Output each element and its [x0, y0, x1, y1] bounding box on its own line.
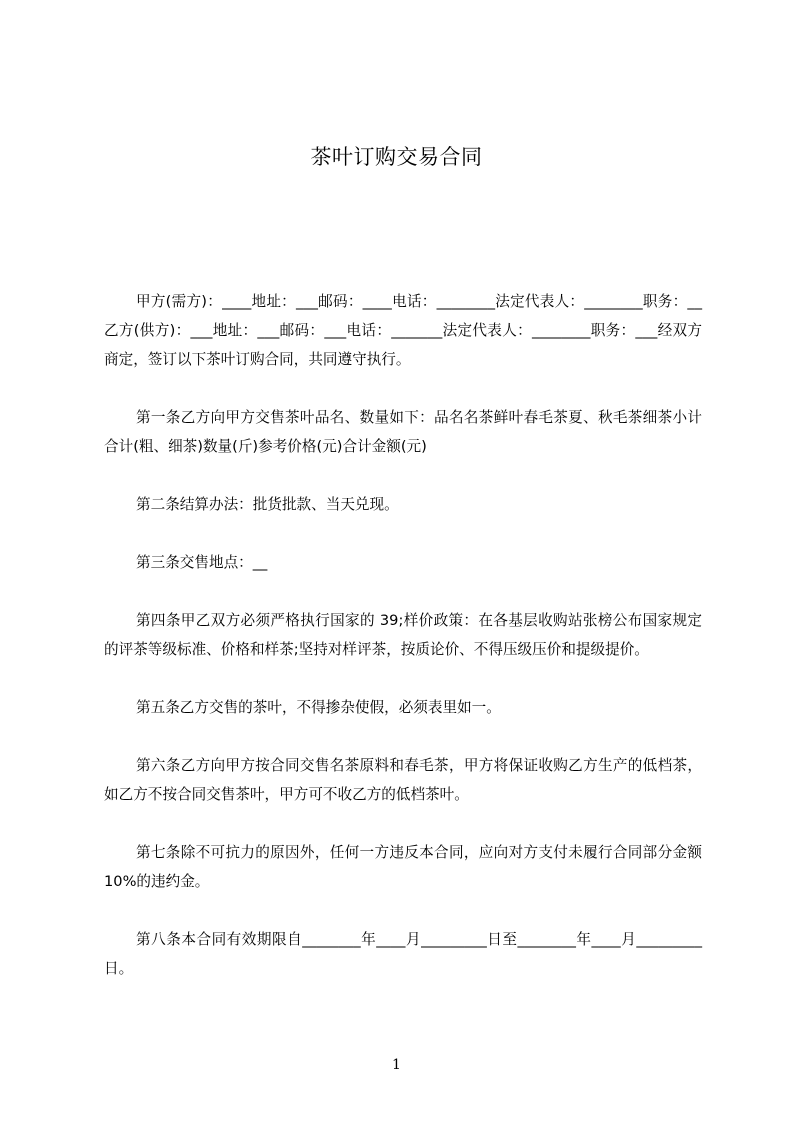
contract-body [104, 287, 702, 983]
article-2-paragraph: 第二条结算办法：批货批款、当天兑现。 [136, 496, 399, 513]
article-1-paragraph: 第一条乙方向甲方交售茶叶品名、数量如下：品名名茶鲜叶春毛茶夏、秋毛茶细茶小计合计(粗、细茶)数量(斤)参考价格(元)合计金额(元) [104, 409, 702, 455]
article-3-paragraph: 第三条交售地点：__ [136, 554, 268, 571]
article-6-paragraph: 第六条乙方向甲方按合同交售名茶原料和春毛茶，甲方将保证收购乙方生产的低档茶，如乙方不按合同交售茶叶，甲方可不收乙方的低档茶叶。 [104, 757, 702, 803]
party-info-paragraph: 甲方(需方)：____地址：___邮码：____电话：________法定代表人：________职务：__乙方(供方)：___地址：___邮码：___电话：_______法定代表人：________职务：___经双方商定，签订以下茶叶订购合同，共同遵守执行。 [104, 293, 702, 368]
article-5-paragraph: 第五条乙方交售的茶叶，不得掺杂使假，必须表里如一。 [136, 699, 501, 716]
page-number: 1 [392, 1057, 401, 1073]
article-8-paragraph: 第八条本合同有效期限自________年____月_________日至________年____月_________日。 [104, 931, 702, 977]
article-7-paragraph: 第七条除不可抗力的原因外，任何一方违反本合同，应向对方支付未履行合同部分金额 10%的违约金。 [104, 844, 702, 890]
document-title: 茶叶订购交易合同 [310, 145, 483, 169]
article-4-paragraph: 第四条甲乙双方必须严格执行国家的 39;样价政策：在各基层收购站张榜公布国家规定的评茶等级标准、价格和样茶;坚持对样评茶，按质论价、不得压级压价和提级提价。 [104, 612, 702, 658]
